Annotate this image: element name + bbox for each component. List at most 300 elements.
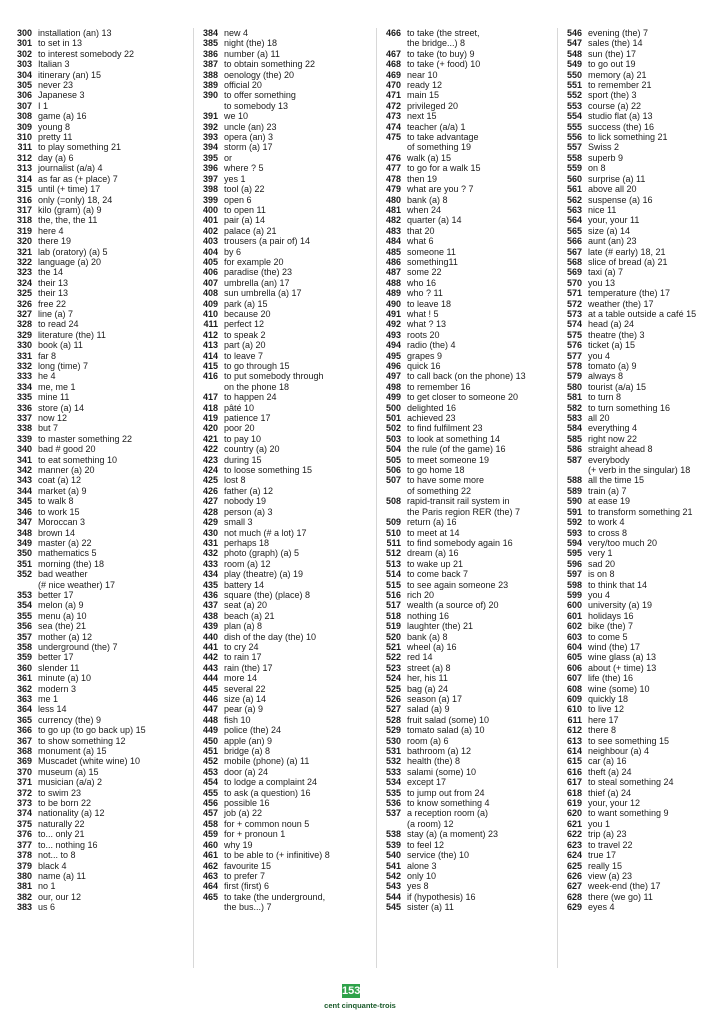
entry-text: week-end (the) 17 [588,881,661,892]
entry-text: aunt (an) 23 [588,236,637,247]
glossary-entry [560,777,720,787]
entry-text: to master something 22 [38,433,133,444]
glossary-entry [196,163,368,173]
entry-text: someone 11 [407,246,456,257]
entry-number: 372 [16,787,32,798]
glossary-entry [560,215,720,225]
entry-text: part (a) 20 [224,340,266,351]
entry-number: 428 [202,506,218,517]
glossary-entry [196,704,368,714]
entry-number: 303 [16,59,32,70]
entry-text: something11 [407,256,458,267]
glossary-entry [10,423,182,433]
glossary-entry [10,861,182,871]
glossary-entry [379,580,551,590]
entry-text: to show something 12 [38,735,126,746]
entry-text: to take (the street, [407,28,480,38]
entry-text: when 24 [407,204,442,215]
entry-number: 491 [385,308,401,319]
glossary-entry [560,840,720,850]
entry-number: 426 [202,485,218,496]
entry-text: to set in 13 [38,38,83,49]
entry-text: you 1 [588,818,611,829]
entry-number: 566 [566,236,582,247]
entry-text: above all 20 [588,184,637,195]
glossary-entry [196,829,368,839]
glossary-entry [10,528,182,538]
entry-number: 345 [16,496,32,507]
entry-text: to leave 18 [407,298,452,309]
entry-number [560,465,582,475]
entry-number: 596 [566,558,582,569]
entry-text: their 13 [38,277,69,288]
entry-number: 490 [385,298,401,309]
entry-text: what ! 5 [407,308,439,319]
entry-text: there (we go) 11 [588,891,653,902]
entry-text: during 15 [224,454,262,465]
glossary-entry [560,829,720,839]
glossary-entry [379,767,551,777]
entry-text: Swiss 2 [588,142,620,153]
entry-number: 529 [385,725,401,736]
entry-number: 556 [566,132,582,143]
entry-number: 330 [16,340,32,351]
entry-text: opera (an) 3 [224,132,274,143]
entry-number: 501 [385,413,401,424]
glossary-entry [560,70,720,80]
entry-number: 307 [16,100,32,111]
entry-number: 544 [385,891,401,902]
entry-number: 533 [385,766,401,777]
entry-text: you 4 [588,589,611,600]
entry-text: to rain 17 [224,652,262,663]
entry-number: 329 [16,329,32,340]
glossary-entry [196,382,368,392]
glossary-entry [379,819,551,829]
entry-number: 597 [566,569,582,580]
entry-text: yes 1 [224,173,246,184]
entry-text: the Paris region RER (the) 7 [407,506,521,517]
glossary-entry [196,840,368,850]
entry-text: for example 20 [224,256,284,267]
entry-text: where ? 5 [224,163,264,174]
entry-text: (a room) 12 [407,818,454,829]
glossary-entry [379,902,551,912]
glossary-entry [560,90,720,100]
glossary-entry [196,340,368,350]
entry-text: sales (the) 14 [588,38,643,49]
entry-number: 602 [566,621,582,632]
glossary-entry [10,569,182,579]
entry-number: 336 [16,402,32,413]
entry-text: very/too much 20 [588,537,658,548]
glossary-entry [379,288,551,298]
glossary-entry [196,122,368,132]
glossary-entry [560,725,720,735]
entry-number: 367 [16,735,32,746]
entry-number: 422 [202,444,218,455]
glossary-entry [10,361,182,371]
entry-number: 421 [202,433,218,444]
glossary-entry [379,496,551,506]
glossary-entry [560,351,720,361]
entry-text: lab (oratory) (a) 5 [38,246,108,257]
entry-text: fruit salad (some) 10 [407,714,490,725]
glossary-entry [10,580,182,590]
glossary-entry [560,580,720,590]
entry-number: 390 [202,90,218,101]
glossary-entry [10,496,182,506]
entry-text: room (a) 6 [407,735,449,746]
entry-text: sister (a) 11 [407,902,454,913]
entry-number: 577 [566,350,582,361]
glossary-entry [196,247,368,257]
entry-number: 368 [16,746,32,757]
glossary-entry [560,163,720,173]
entry-number: 457 [202,808,218,819]
entry-text: to go for a walk 15 [407,163,481,174]
entry-text: red 14 [407,652,433,663]
entry-text: to have some more [407,475,485,486]
entry-text: not much (# a lot) 17 [224,527,307,538]
glossary-entry [10,881,182,891]
entry-number: 380 [16,870,32,881]
glossary-entry [560,465,720,475]
entry-text: manner (a) 20 [38,465,95,476]
entry-number: 605 [566,652,582,663]
entry-number: 504 [385,444,401,455]
entry-text: theatre (the) 3 [588,329,645,340]
entry-number: 397 [202,173,218,184]
entry-number: 445 [202,683,218,694]
glossary-entry [379,413,551,423]
entry-number: 462 [202,860,218,871]
entry-number: 440 [202,631,218,642]
entry-number: 468 [385,59,401,70]
glossary-entry [379,351,551,361]
entry-number: 308 [16,111,32,122]
glossary-entry [10,486,182,496]
entry-number: 465 [202,891,218,902]
entry-text: to take (+ food) 10 [407,59,481,70]
entry-number: 520 [385,631,401,642]
entry-number: 385 [202,38,218,49]
entry-number: 317 [16,204,32,215]
glossary-entry [560,267,720,277]
entry-number: 398 [202,184,218,195]
entry-number: 318 [16,215,32,226]
entry-number: 344 [16,485,32,496]
entry-number: 321 [16,246,32,257]
entry-text: bank (a) 8 [407,194,448,205]
glossary-entry [379,122,551,132]
entry-text: nice 11 [588,204,617,215]
entry-number: 522 [385,652,401,663]
entry-text: never 23 [38,80,74,91]
entry-number: 625 [566,860,582,871]
glossary-entry [10,455,182,465]
glossary-entry [10,798,182,808]
glossary-entry [560,736,720,746]
entry-number: 479 [385,184,401,195]
glossary-entry [10,330,182,340]
glossary-entry [560,756,720,766]
glossary-entry [196,850,368,860]
entry-number: 604 [566,641,582,652]
glossary-entry [10,278,182,288]
entry-text: mother (a) 12 [38,631,93,642]
entry-number: 514 [385,569,401,580]
entry-text: Japanese 3 [38,90,85,101]
glossary-entry [10,101,182,111]
entry-text: several 22 [224,683,266,694]
glossary-entry [196,528,368,538]
entry-text: bank (a) 8 [407,631,448,642]
entry-text: slender 11 [38,662,80,673]
glossary-entry [10,403,182,413]
entry-number: 485 [385,246,401,257]
entry-text: neighbour (a) 4 [588,746,650,757]
entry-text: late (# early) 18, 21 [588,246,666,257]
glossary-entry [10,59,182,69]
entry-number: 618 [566,787,582,798]
glossary-entry [196,736,368,746]
entry-number: 442 [202,652,218,663]
entry-text: to travel 22 [588,839,633,850]
glossary-entry [10,829,182,839]
entry-text: umbrella (an) 17 [224,277,290,288]
entry-number: 393 [202,132,218,143]
entry-text: to be able to (+ infinitive) 8 [224,850,330,861]
entry-number: 614 [566,746,582,757]
glossary-entry [560,694,720,704]
glossary-entry [10,226,182,236]
glossary-entry [196,111,368,121]
entry-number: 477 [385,163,401,174]
glossary-entry [379,257,551,267]
entry-text: the, the, the 11 [38,215,98,226]
entry-text: her, his 11 [407,673,448,684]
entry-number: 629 [566,902,582,913]
entry-number [379,38,401,48]
entry-text: the rule (of the game) 16 [407,444,506,455]
entry-number: 379 [16,860,32,871]
entry-text: menu (a) 10 [38,610,87,621]
entry-text: main 15 [407,90,440,101]
entry-text: to offer something [224,90,296,101]
entry-text: ready 12 [407,80,443,91]
entry-text: a reception room (a) [407,808,489,819]
entry-number: 545 [385,902,401,913]
entry-number: 366 [16,725,32,736]
entry-text: to wake up 21 [407,558,464,569]
entry-text: us 6 [38,902,56,913]
entry-number: 320 [16,236,32,247]
entry-number: 441 [202,641,218,652]
glossary-entry [379,788,551,798]
glossary-entry [379,184,551,194]
entry-text: to play something 21 [38,142,122,153]
entry-number: 592 [566,517,582,528]
glossary-entry [196,434,368,444]
entry-number: 449 [202,725,218,736]
glossary-entry [560,715,720,725]
entry-number: 606 [566,662,582,673]
glossary-entry [560,559,720,569]
entry-number: 328 [16,319,32,330]
glossary-entry [196,153,368,163]
entry-text: rapid-transit rail system in [407,496,510,507]
entry-number [379,819,401,829]
entry-number: 534 [385,777,401,788]
glossary-entry [379,59,551,69]
entry-text: musician (a/a) 2 [38,777,103,788]
glossary-entry [196,580,368,590]
glossary-entry [10,319,182,329]
glossary-entry [10,142,182,152]
glossary-entry [379,756,551,766]
entry-text: seat (a) 20 [224,600,268,611]
entry-number: 554 [566,111,582,122]
entry-number: 573 [566,308,582,319]
glossary-entry [379,80,551,90]
entry-number: 575 [566,329,582,340]
entry-text: museum (a) 15 [38,766,99,777]
entry-number: 466 [385,28,401,38]
glossary-entry [10,247,182,257]
glossary-entry [379,444,551,454]
entry-text: who 16 [407,277,437,288]
glossary-columns [0,28,720,968]
entry-number: 593 [566,527,582,538]
glossary-entry [196,80,368,90]
entry-number: 487 [385,267,401,278]
glossary-entry [379,840,551,850]
entry-text: to go up (to go back up) 15 [38,725,146,736]
entry-number: 353 [16,589,32,600]
entry-text: journalist (a/a) 4 [38,163,103,174]
glossary-entry [379,881,551,891]
entry-text: black 4 [38,860,67,871]
entry-number: 515 [385,579,401,590]
glossary-entry [560,444,720,454]
glossary-column-2 [193,28,368,968]
glossary-entry [10,382,182,392]
entry-text: poor 20 [224,423,255,434]
entry-text: all 20 [588,413,610,424]
glossary-entry [196,621,368,631]
entry-text: kilo (gram) (a) 9 [38,204,102,215]
entry-text: studio flat (a) 13 [588,111,653,122]
entry-number: 408 [202,288,218,299]
entry-number: 416 [202,371,218,382]
entry-text: to speak 2 [224,329,266,340]
entry-number: 622 [566,829,582,840]
entry-text: pear (a) 9 [224,704,264,715]
glossary-entry [196,413,368,423]
entry-text: sun umbrella (a) 17 [224,288,302,299]
entry-text: to want something 9 [588,808,669,819]
entry-text: to eat something 10 [38,454,118,465]
entry-number: 518 [385,610,401,621]
entry-text: room (a) 12 [224,558,271,569]
glossary-entry [10,371,182,381]
entry-text: right now 22 [588,433,638,444]
glossary-entry [560,455,720,465]
entry-text: view (a) 23 [588,870,633,881]
entry-number: 458 [202,818,218,829]
glossary-entry [379,475,551,485]
glossary-entry [196,465,368,475]
glossary-entry [196,684,368,694]
glossary-entry [379,278,551,288]
entry-number: 619 [566,798,582,809]
entry-text: sun (the) 17 [588,48,637,59]
glossary-entry [196,548,368,558]
glossary-entry [10,80,182,90]
entry-number: 319 [16,225,32,236]
entry-text: salad (a) 9 [407,704,450,715]
entry-number: 361 [16,673,32,684]
glossary-entry [10,38,182,48]
entry-number: 340 [16,444,32,455]
entry-number: 583 [566,413,582,424]
glossary-entry [10,600,182,610]
entry-text: oenology (the) 20 [224,69,295,80]
entry-number: 484 [385,236,401,247]
entry-text: to transform something 21 [588,506,693,517]
entry-number: 517 [385,600,401,611]
entry-text: better 17 [38,589,74,600]
entry-number: 414 [202,350,218,361]
entry-text: Moroccan 3 [38,517,86,528]
entry-text: salami (some) 10 [407,766,477,777]
entry-number: 621 [566,818,582,829]
glossary-entry [196,132,368,142]
entry-text: of something 22 [407,485,472,496]
entry-text: alone 3 [407,860,437,871]
entry-text: long (time) 7 [38,361,89,371]
entry-number: 535 [385,787,401,798]
glossary-entry [196,788,368,798]
glossary-entry [10,392,182,402]
entry-number: 538 [385,829,401,840]
entry-text: we 10 [224,111,249,122]
glossary-entry [560,195,720,205]
entry-number: 437 [202,600,218,611]
entry-number: 355 [16,610,32,621]
glossary-entry [196,361,368,371]
entry-text: to take (to buy) 9 [407,48,475,59]
entry-text: game (a) 16 [38,111,87,122]
entry-number: 395 [202,152,218,163]
entry-text: to meet at 14 [407,527,460,538]
glossary-entry [196,507,368,517]
glossary-entry [560,652,720,662]
entry-number: 389 [202,80,218,91]
entry-number: 564 [566,215,582,226]
entry-text: storm (a) 17 [224,142,273,153]
glossary-entry [10,205,182,215]
glossary-entry [196,881,368,891]
entry-text: to prefer 7 [224,870,266,881]
entry-text: to happen 24 [224,392,277,403]
glossary-entry [379,611,551,621]
entry-text: until (+ time) 17 [38,184,101,195]
entry-text: to obtain something 22 [224,59,316,70]
entry-number: 476 [385,152,401,163]
entry-text: job (a) 22 [224,808,263,819]
